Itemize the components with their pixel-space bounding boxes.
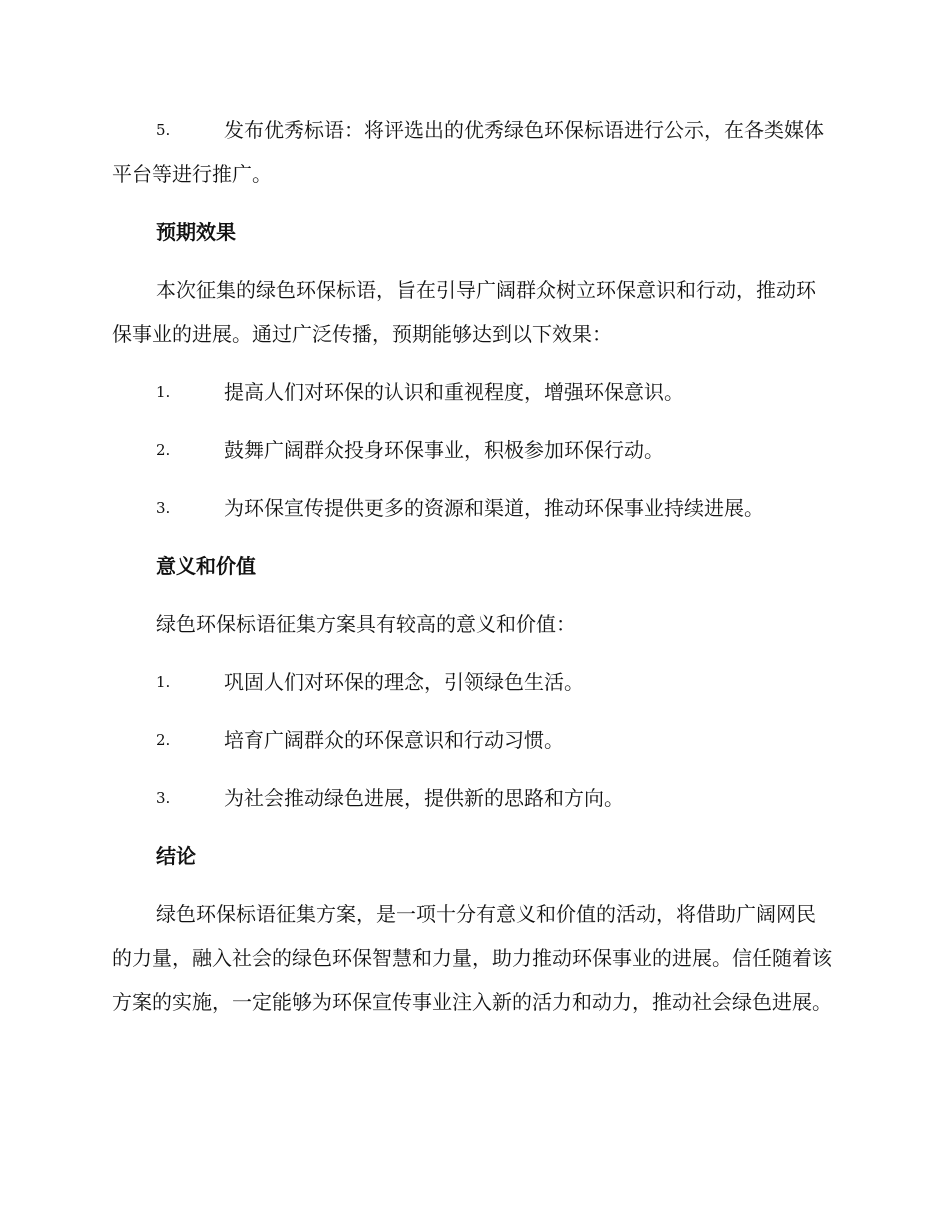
document-body <box>112 108 834 1024</box>
list-item <box>112 370 834 414</box>
list-text: 为社会推动绿色进展，提供新的思路和方向。 <box>224 786 624 810</box>
section-heading-effects: 预期效果 <box>156 220 236 244</box>
list-item <box>112 428 834 472</box>
list-text: 发布优秀标语：将评选出的优秀绿色环保标语进行公示，在各类媒体平台等进行推广。 <box>112 118 824 186</box>
section-heading-value: 意义和价值 <box>156 554 256 578</box>
list-number: 3. <box>156 499 171 517</box>
list-text: 为环保宣传提供更多的资源和渠道，推动环保事业持续进展。 <box>224 496 764 520</box>
paragraph-effects-intro: 本次征集的绿色环保标语，旨在引导广阔群众树立环保意识和行动，推动环保事业的进展。通过广泛传播，预期能够达到以下效果： <box>112 278 816 346</box>
list-number: 1. <box>156 383 171 401</box>
list-number: 2. <box>156 441 171 459</box>
list-item <box>112 776 834 820</box>
section-heading-conclusion: 结论 <box>156 844 196 868</box>
list-text: 培育广阔群众的环保意识和行动习惯。 <box>224 728 564 752</box>
list-text: 鼓舞广阔群众投身环保事业，积极参加环保行动。 <box>224 438 664 462</box>
list-number: 2. <box>156 731 171 749</box>
list-number: 5. <box>156 121 171 139</box>
list-number: 1. <box>156 673 171 691</box>
list-item <box>112 660 834 704</box>
list-item-publish <box>112 108 834 196</box>
list-text: 提高人们对环保的认识和重视程度，增强环保意识。 <box>224 380 684 404</box>
paragraph-value-intro: 绿色环保标语征集方案具有较高的意义和价值： <box>156 612 576 636</box>
paragraph-conclusion: 绿色环保标语征集方案，是一项十分有意义和价值的活动，将借助广阔网民的力量，融入社会的绿色环保智慧和力量，助力推动环保事业的进展。信任随着该方案的实施，一定能够为环保宣传事业注入新的活力和动力，推动社会绿色进展。 <box>112 902 832 1014</box>
list-item <box>112 718 834 762</box>
list-item <box>112 486 834 530</box>
list-text: 巩固人们对环保的理念，引领绿色生活。 <box>224 670 584 694</box>
list-number: 3. <box>156 789 171 807</box>
